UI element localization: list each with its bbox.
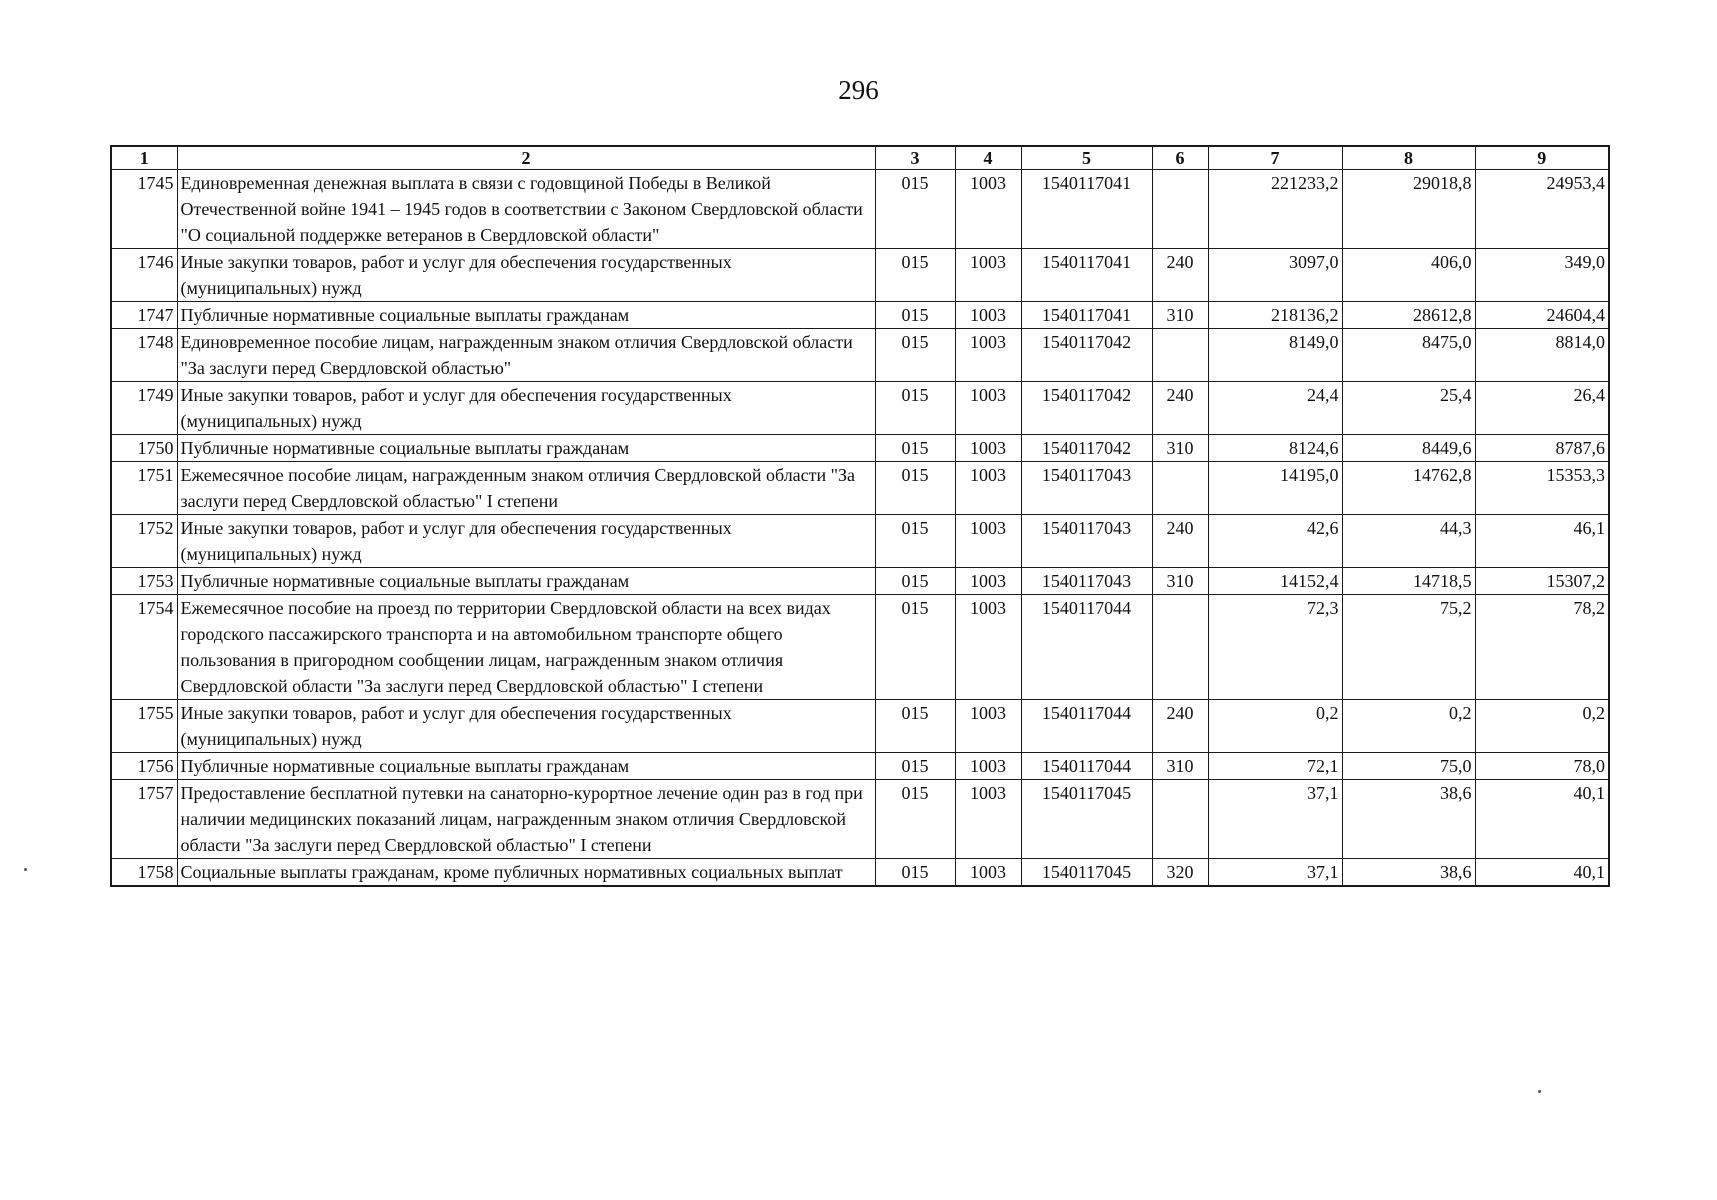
- amount-col-8: 14718,5: [1342, 568, 1475, 595]
- section-code: 1003: [955, 568, 1021, 595]
- target-article-code: 1540117042: [1021, 382, 1152, 435]
- section-code: 1003: [955, 462, 1021, 515]
- expense-type-code: 320: [1152, 859, 1208, 887]
- target-article-code: 1540117041: [1021, 249, 1152, 302]
- amount-col-9: 0,2: [1475, 700, 1609, 753]
- row-description: Единовременное пособие лицам, награжденным знаком отличия Свердловской области "За заслуги перед Свердловской областью": [177, 329, 875, 382]
- table-row: [111, 753, 1609, 780]
- table-row: [111, 700, 1609, 753]
- section-code: 1003: [955, 302, 1021, 329]
- column-header: 3: [875, 146, 955, 170]
- target-article-code: 1540117044: [1021, 700, 1152, 753]
- stray-dot-left: [24, 868, 27, 871]
- amount-col-9: 24604,4: [1475, 302, 1609, 329]
- amount-col-8: 75,0: [1342, 753, 1475, 780]
- row-description: Публичные нормативные социальные выплаты гражданам: [177, 302, 875, 329]
- row-number: 1757: [111, 780, 177, 859]
- column-header: 7: [1208, 146, 1342, 170]
- table-row: [111, 435, 1609, 462]
- ministry-code: 015: [875, 700, 955, 753]
- ministry-code: 015: [875, 515, 955, 568]
- amount-col-7: 0,2: [1208, 700, 1342, 753]
- row-number: 1749: [111, 382, 177, 435]
- amount-col-7: 8149,0: [1208, 329, 1342, 382]
- row-description: Иные закупки товаров, работ и услуг для обеспечения государственных (муниципальных) нужд: [177, 249, 875, 302]
- expense-type-code: 240: [1152, 382, 1208, 435]
- ministry-code: 015: [875, 382, 955, 435]
- row-description: Публичные нормативные социальные выплаты гражданам: [177, 435, 875, 462]
- amount-col-8: 29018,8: [1342, 170, 1475, 249]
- section-code: 1003: [955, 515, 1021, 568]
- row-description: Публичные нормативные социальные выплаты гражданам: [177, 568, 875, 595]
- column-header: 6: [1152, 146, 1208, 170]
- amount-col-7: 37,1: [1208, 859, 1342, 887]
- amount-col-7: 14195,0: [1208, 462, 1342, 515]
- row-number: 1756: [111, 753, 177, 780]
- table-row: [111, 595, 1609, 700]
- amount-col-7: 37,1: [1208, 780, 1342, 859]
- amount-col-8: 8475,0: [1342, 329, 1475, 382]
- section-code: 1003: [955, 595, 1021, 700]
- section-code: 1003: [955, 170, 1021, 249]
- section-code: 1003: [955, 382, 1021, 435]
- expense-type-code: [1152, 170, 1208, 249]
- target-article-code: 1540117045: [1021, 859, 1152, 887]
- amount-col-9: 40,1: [1475, 859, 1609, 887]
- amount-col-7: 218136,2: [1208, 302, 1342, 329]
- amount-col-8: 75,2: [1342, 595, 1475, 700]
- table-row: [111, 859, 1609, 887]
- expense-type-code: 240: [1152, 249, 1208, 302]
- amount-col-9: 78,0: [1475, 753, 1609, 780]
- amount-col-8: 38,6: [1342, 859, 1475, 887]
- expense-type-code: 310: [1152, 435, 1208, 462]
- row-number: 1754: [111, 595, 177, 700]
- section-code: 1003: [955, 700, 1021, 753]
- row-number: 1755: [111, 700, 177, 753]
- ministry-code: 015: [875, 462, 955, 515]
- section-code: 1003: [955, 780, 1021, 859]
- row-number: 1745: [111, 170, 177, 249]
- row-description: Ежемесячное пособие на проезд по территории Свердловской области на всех видах городского пассажирского транспорта и на автомобильном транспорте общего пользования в пригородном сообщении лицам, награжденным знаком отличия Свердловской области "За заслуги перед Свердловской областью" I степени: [177, 595, 875, 700]
- row-number: 1747: [111, 302, 177, 329]
- amount-col-7: 24,4: [1208, 382, 1342, 435]
- target-article-code: 1540117041: [1021, 170, 1152, 249]
- table-row: [111, 329, 1609, 382]
- page-number: 296: [838, 75, 879, 105]
- amount-col-8: 44,3: [1342, 515, 1475, 568]
- target-article-code: 1540117041: [1021, 302, 1152, 329]
- ministry-code: 015: [875, 595, 955, 700]
- amount-col-7: 3097,0: [1208, 249, 1342, 302]
- amount-col-7: 72,1: [1208, 753, 1342, 780]
- table-row: [111, 515, 1609, 568]
- table-row: [111, 249, 1609, 302]
- ministry-code: 015: [875, 753, 955, 780]
- expense-type-code: [1152, 595, 1208, 700]
- row-description: Социальные выплаты гражданам, кроме публичных нормативных социальных выплат: [177, 859, 875, 887]
- amount-col-9: 15353,3: [1475, 462, 1609, 515]
- expense-type-code: 310: [1152, 753, 1208, 780]
- column-header: 2: [177, 146, 875, 170]
- stray-dot-right: [1538, 1090, 1541, 1093]
- section-code: 1003: [955, 859, 1021, 887]
- column-header: 4: [955, 146, 1021, 170]
- ministry-code: 015: [875, 859, 955, 887]
- column-header: 9: [1475, 146, 1609, 170]
- amount-col-8: 28612,8: [1342, 302, 1475, 329]
- row-number: 1750: [111, 435, 177, 462]
- expense-type-code: 310: [1152, 302, 1208, 329]
- row-number: 1753: [111, 568, 177, 595]
- row-description: Ежемесячное пособие лицам, награжденным знаком отличия Свердловской области "За заслуги перед Свердловской областью" I степени: [177, 462, 875, 515]
- target-article-code: 1540117044: [1021, 753, 1152, 780]
- row-description: Иные закупки товаров, работ и услуг для обеспечения государственных (муниципальных) нужд: [177, 382, 875, 435]
- table-row: [111, 382, 1609, 435]
- ministry-code: 015: [875, 302, 955, 329]
- table-row: [111, 170, 1609, 249]
- section-code: 1003: [955, 753, 1021, 780]
- row-number: 1746: [111, 249, 177, 302]
- target-article-code: 1540117043: [1021, 515, 1152, 568]
- amount-col-8: 8449,6: [1342, 435, 1475, 462]
- amount-col-7: 221233,2: [1208, 170, 1342, 249]
- expense-type-code: [1152, 780, 1208, 859]
- amount-col-9: 24953,4: [1475, 170, 1609, 249]
- target-article-code: 1540117045: [1021, 780, 1152, 859]
- target-article-code: 1540117043: [1021, 568, 1152, 595]
- row-description: Иные закупки товаров, работ и услуг для обеспечения государственных (муниципальных) нужд: [177, 515, 875, 568]
- amount-col-7: 42,6: [1208, 515, 1342, 568]
- ministry-code: 015: [875, 170, 955, 249]
- amount-col-8: 14762,8: [1342, 462, 1475, 515]
- header-row: [111, 146, 1609, 170]
- amount-col-9: 8787,6: [1475, 435, 1609, 462]
- row-number: 1751: [111, 462, 177, 515]
- ministry-code: 015: [875, 249, 955, 302]
- amount-col-9: 78,2: [1475, 595, 1609, 700]
- target-article-code: 1540117044: [1021, 595, 1152, 700]
- target-article-code: 1540117042: [1021, 435, 1152, 462]
- section-code: 1003: [955, 249, 1021, 302]
- ministry-code: 015: [875, 435, 955, 462]
- row-description: Иные закупки товаров, работ и услуг для обеспечения государственных (муниципальных) нужд: [177, 700, 875, 753]
- section-code: 1003: [955, 435, 1021, 462]
- amount-col-7: 8124,6: [1208, 435, 1342, 462]
- target-article-code: 1540117042: [1021, 329, 1152, 382]
- amount-col-9: 349,0: [1475, 249, 1609, 302]
- row-description: Публичные нормативные социальные выплаты гражданам: [177, 753, 875, 780]
- amount-col-9: 26,4: [1475, 382, 1609, 435]
- amount-col-7: 14152,4: [1208, 568, 1342, 595]
- amount-col-8: 0,2: [1342, 700, 1475, 753]
- expense-type-code: 240: [1152, 515, 1208, 568]
- amount-col-8: 406,0: [1342, 249, 1475, 302]
- table-row: [111, 568, 1609, 595]
- budget-table: [110, 145, 1610, 887]
- column-header: 8: [1342, 146, 1475, 170]
- row-number: 1752: [111, 515, 177, 568]
- column-header: 5: [1021, 146, 1152, 170]
- expense-type-code: 240: [1152, 700, 1208, 753]
- table-header: [111, 146, 1609, 170]
- row-number: 1748: [111, 329, 177, 382]
- amount-col-9: 8814,0: [1475, 329, 1609, 382]
- ministry-code: 015: [875, 780, 955, 859]
- amount-col-7: 72,3: [1208, 595, 1342, 700]
- target-article-code: 1540117043: [1021, 462, 1152, 515]
- expense-type-code: [1152, 329, 1208, 382]
- table-row: [111, 302, 1609, 329]
- amount-col-8: 38,6: [1342, 780, 1475, 859]
- expense-type-code: [1152, 462, 1208, 515]
- table-body: [111, 170, 1609, 887]
- amount-col-9: 15307,2: [1475, 568, 1609, 595]
- row-description: Предоставление бесплатной путевки на санаторно-курортное лечение один раз в год при наличии медицинских показаний лицам, награжденным знаком отличия Свердловской области "За заслуги перед Свердловской областью" I степени: [177, 780, 875, 859]
- section-code: 1003: [955, 329, 1021, 382]
- table-row: [111, 462, 1609, 515]
- row-number: 1758: [111, 859, 177, 887]
- expense-type-code: 310: [1152, 568, 1208, 595]
- table-row: [111, 780, 1609, 859]
- amount-col-9: 46,1: [1475, 515, 1609, 568]
- ministry-code: 015: [875, 568, 955, 595]
- amount-col-9: 40,1: [1475, 780, 1609, 859]
- amount-col-8: 25,4: [1342, 382, 1475, 435]
- row-description: Единовременная денежная выплата в связи с годовщиной Победы в Великой Отечественной войне 1941 – 1945 годов в соответствии с Законом Свердловской области "О социальной поддержке ветеранов в Свердловской области": [177, 170, 875, 249]
- ministry-code: 015: [875, 329, 955, 382]
- column-header: 1: [111, 146, 177, 170]
